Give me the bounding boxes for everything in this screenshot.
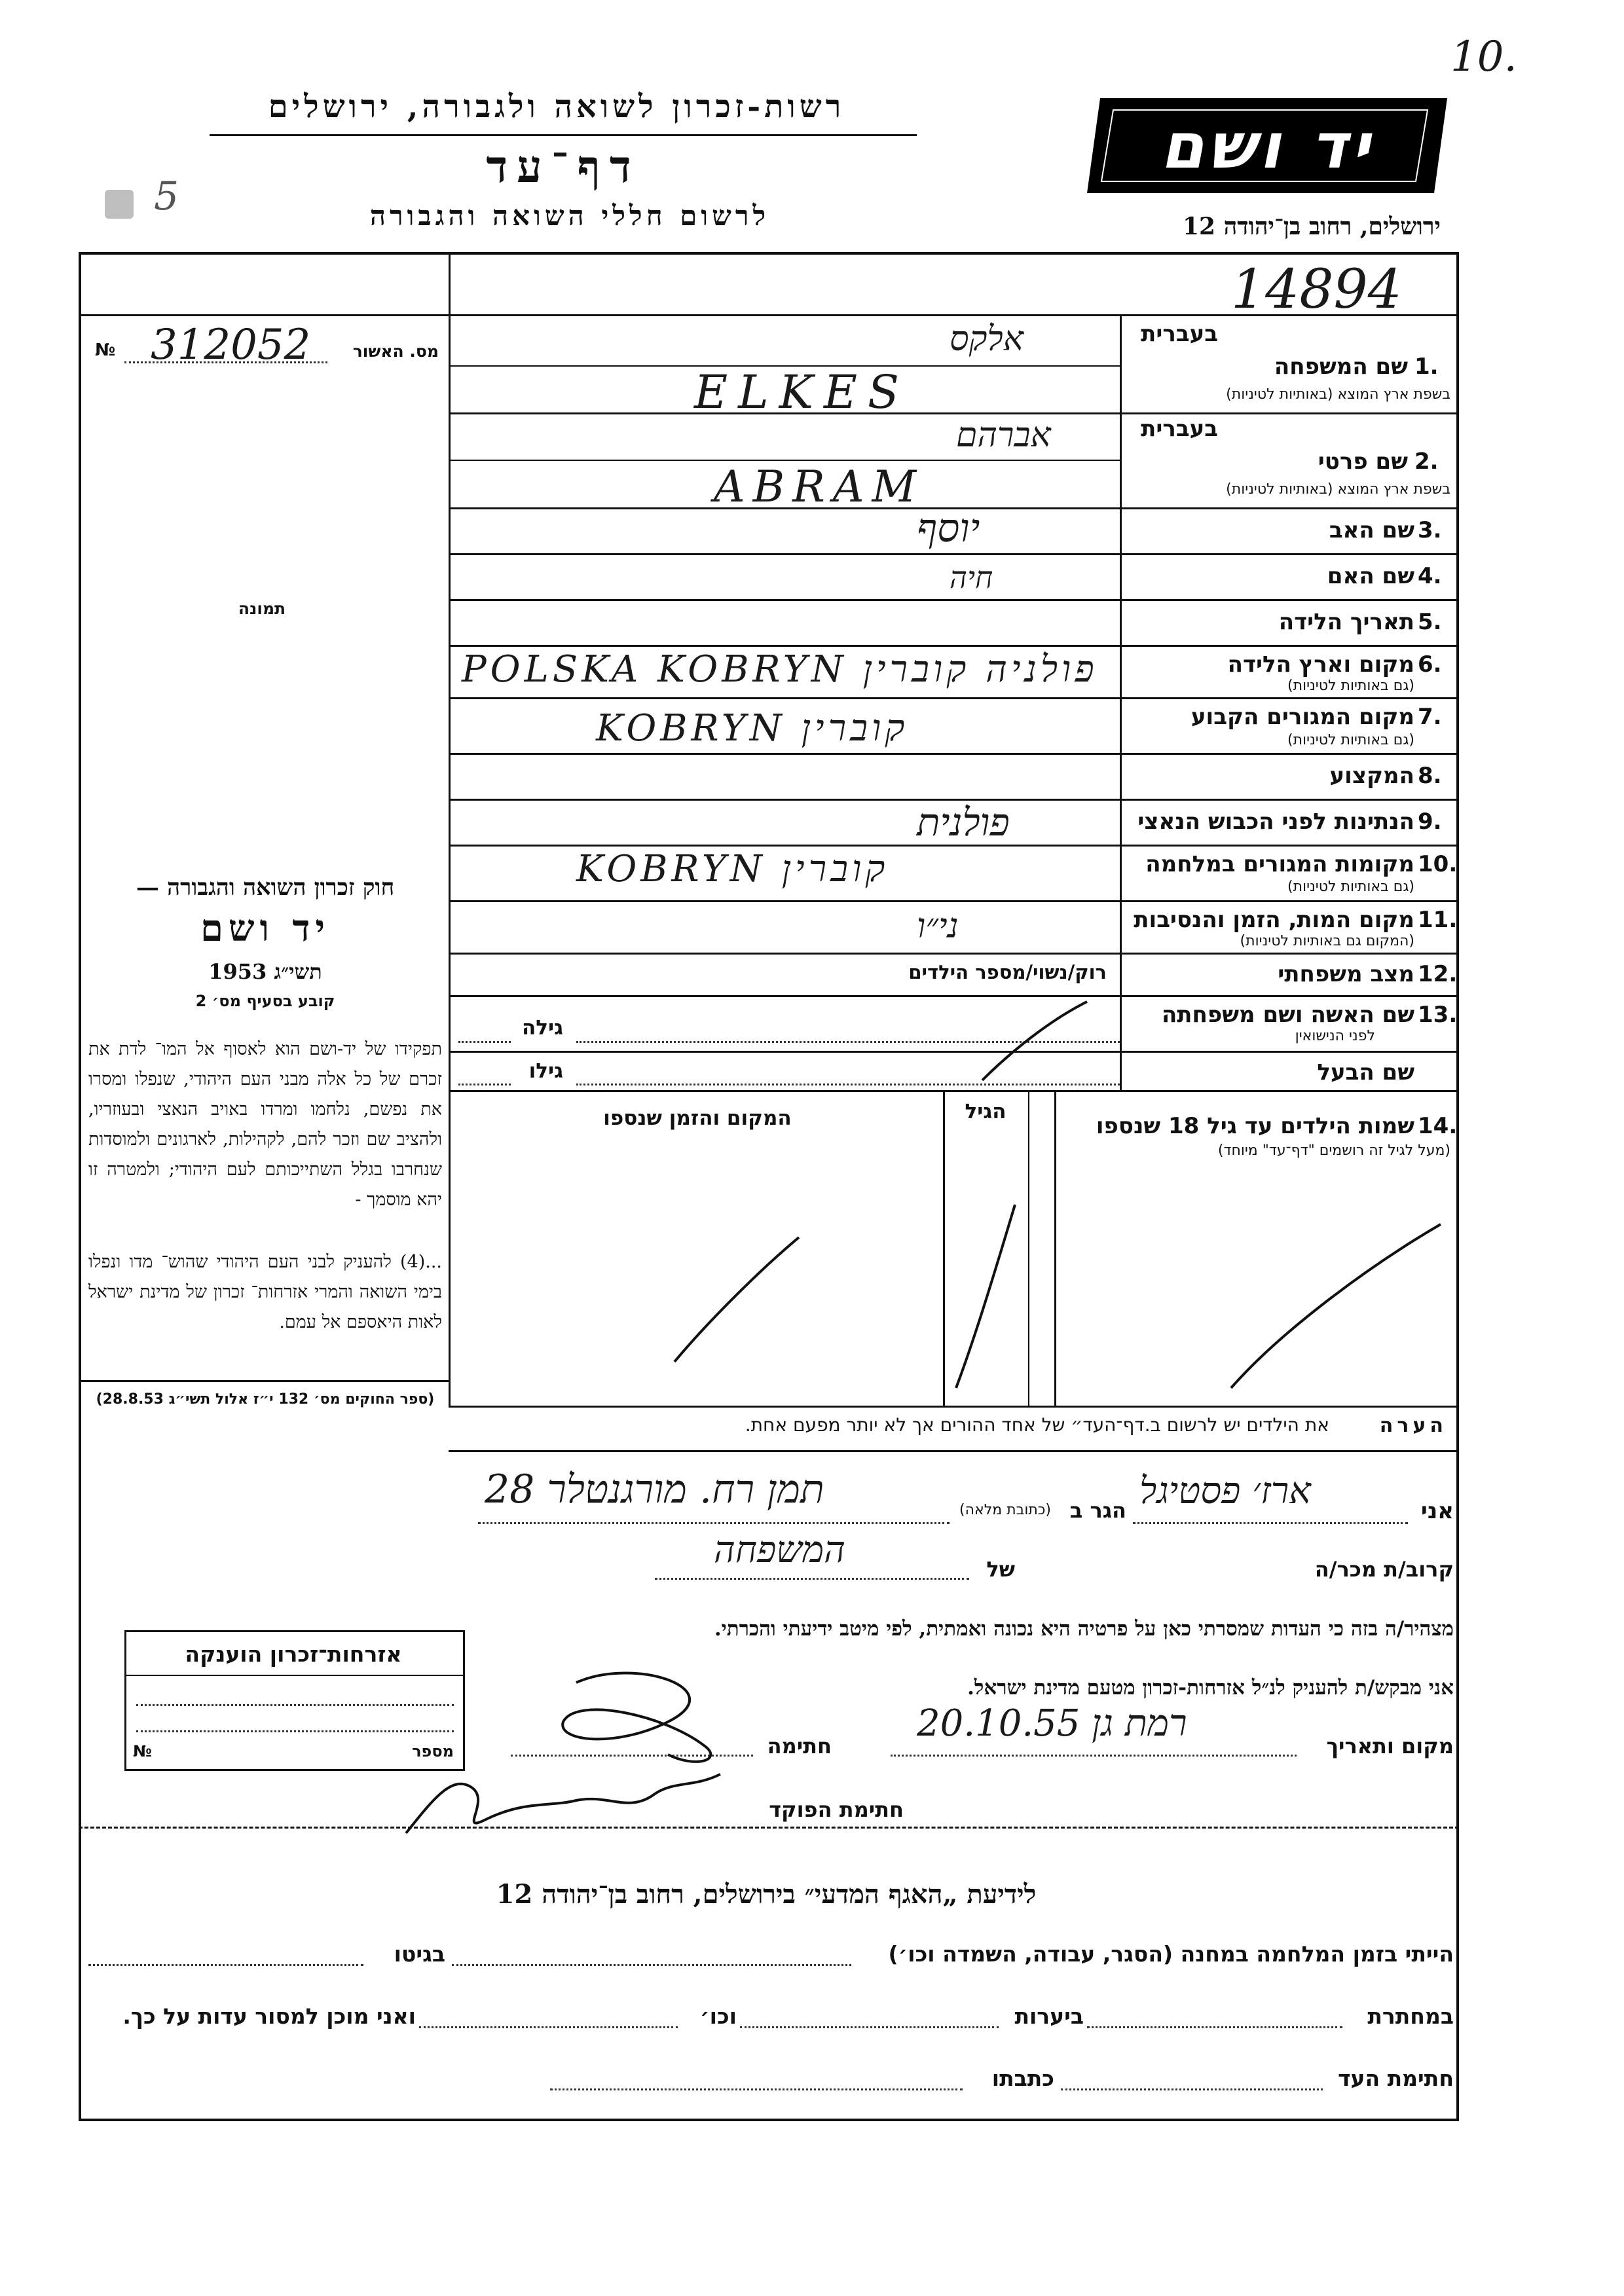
footer-divider — [79, 1827, 1459, 1829]
signature-label: חתימה — [767, 1734, 832, 1758]
clerk-signature-label: חתימת הפוקד — [769, 1797, 904, 1822]
field-number: 9. — [1418, 809, 1442, 835]
field-number: 13. — [1418, 1002, 1458, 1028]
approval-number: 312052 — [151, 321, 311, 369]
corner-mark: 10. — [1450, 33, 1517, 81]
citizenship-number-label: מספר — [412, 1742, 454, 1760]
resides-label: הגר ב — [1069, 1498, 1126, 1523]
remark-top-line — [449, 1406, 1459, 1408]
field-note: בשפת ארץ המוצא (באותיות לטיניות) — [1226, 386, 1450, 403]
field-note: לפני הנישואין — [1295, 1028, 1375, 1044]
field-number: 7. — [1418, 704, 1442, 730]
declarant-signature — [537, 1663, 747, 1768]
place-date-dots — [891, 1755, 1297, 1757]
field-note: (גם באותיות לטיניות) — [1287, 732, 1414, 748]
row-line-9 — [449, 845, 1459, 847]
logo-text: יד ושם — [1160, 109, 1374, 183]
field-label: מקום וארץ הלידה — [1227, 651, 1414, 678]
field-number: 5. — [1418, 609, 1442, 635]
field-label: שם הבעל — [1317, 1059, 1414, 1085]
stamp-smudge — [105, 190, 134, 219]
declarant-address: תמן רח. מורגנטלר 28 — [485, 1467, 824, 1512]
footer-ghetto-label: בגיטו — [394, 1941, 445, 1967]
children-place-header: המקום והזמן שנספו — [603, 1106, 792, 1130]
field-label: מקומות המגורים במלחמה — [1145, 851, 1414, 877]
citizenship-box-title: אזרחות־זכרון הוענקה — [185, 1641, 402, 1667]
photo-column-divider — [449, 252, 451, 1406]
citizenship-dots-2 — [136, 1730, 454, 1732]
law-paragraph-1: תפקידו של יד-ושם הוא לאסוף אל המו־ לדת את זכרם של כל אלה מבני העם היהודי, שנפלו ומסרו את נפשם, נלחמו ומרדו באויב הנאצי ובעוזריו, ולהציב שם וזכר להם, לקהילות, לארגונים ולמוסדות שנחרבו בגלל השתייכותם לעם היהודי; ולמטרה זו יהא מוסמך - — [88, 1039, 442, 1210]
footer-willing-label: ואני מוכן למסור עדות על כך. — [122, 2003, 416, 2029]
field-label: מקום המות, הזמן והנסיבות — [1134, 907, 1414, 933]
institution-name: רשות-זכרון לשואה ולגבורה, ירושלים — [268, 88, 845, 125]
row-line-14 — [449, 1090, 1459, 1092]
form-title: דף־עד — [486, 141, 640, 193]
field-label: שם האב — [1329, 517, 1414, 543]
row-line-12 — [449, 995, 1459, 997]
row-line-5 — [449, 645, 1459, 647]
full-address-note: (כתובת מלאה) — [959, 1502, 1051, 1518]
first-name-hebrew: אברהם — [956, 416, 1051, 455]
remark-bottom-line — [449, 1450, 1459, 1452]
row-line-11 — [449, 953, 1459, 955]
children-label: שמות הילדים עד גיל 18 שנספו — [1096, 1113, 1414, 1139]
field-number: 14. — [1418, 1113, 1458, 1139]
row-line-1 — [449, 412, 1459, 414]
footer-ghetto-dots — [88, 1964, 363, 1966]
address: ירושלים, רחוב בן־יהודה 12 — [1182, 213, 1441, 240]
first-name-latin: ABRAM — [714, 462, 925, 512]
photo-label: תמונה — [238, 599, 286, 618]
address-dots — [478, 1522, 950, 1524]
birth-place-value: POLSKA KOBRYN פולניה קוברין — [462, 648, 1098, 691]
remark-text: את הילדים יש לרשום ב.דף־העד״ של אחד ההורים אך לא יותר מפעם אחת. — [745, 1414, 1329, 1436]
declarant-name: ארז׳ פסטיגל — [1139, 1470, 1311, 1512]
field-number: 1. — [1414, 354, 1439, 380]
footer-etc-label: וכו׳ — [700, 2003, 737, 2029]
row-line-3 — [449, 553, 1459, 555]
field-number: 10. — [1418, 851, 1458, 877]
residence-value: KOBRYN קוברין — [596, 707, 909, 750]
yad-vashem-logo — [1087, 98, 1447, 193]
field-label: הנתינות לפני הכבוש הנאצי — [1137, 809, 1414, 835]
law-paragraph-2: ...(4) להעניק לבני העם היהודי שהוש־ מדו ונפלו בימי השואה והמרי אזרחות־ זכרון של מדינת ישראל לאות היאספם אל עמם. — [88, 1252, 442, 1332]
citizenship-box — [124, 1630, 465, 1771]
field-label: תאריך הלידה — [1278, 609, 1414, 635]
footer-witness-signature-dots — [1061, 2088, 1323, 2090]
footer-witness-signature-label: חתימת העד — [1338, 2066, 1454, 2091]
field-number: 8. — [1418, 763, 1442, 789]
record-number: 14894 — [1231, 259, 1402, 321]
field-label: שם פרטי — [1318, 448, 1408, 475]
hebrew-label: בעברית — [1141, 321, 1218, 347]
stamp-mark — [92, 170, 196, 236]
footer-underground-dots — [1087, 2026, 1342, 2028]
footer-underground-label: במחתרת — [1367, 2003, 1454, 2029]
citizenship-request: אני מבקש/ת להעניק לנ״ל אזרחות-זכרון מטעם מדינת ישראל. — [967, 1676, 1454, 1700]
footer-forests-label: ביערות — [1014, 2003, 1084, 2029]
row-line-2a — [449, 460, 1120, 461]
row-line-7 — [449, 753, 1459, 755]
place-date-value: רמת גן 20.10.55 — [917, 1702, 1187, 1745]
wife-age-dots — [458, 1041, 511, 1043]
footer-camp-dots — [452, 1964, 851, 1966]
field-number: 11. — [1418, 907, 1458, 933]
field-label: שם המשפחה — [1274, 354, 1408, 380]
wife-strike-line — [969, 995, 1100, 1087]
field-number: 12. — [1418, 961, 1458, 987]
field-label: מצב משפחתי — [1278, 961, 1414, 987]
row-line-13 — [449, 1051, 1459, 1053]
field-number: 6. — [1418, 651, 1442, 678]
children-strike-lines — [458, 1165, 1447, 1401]
marital-status-options: רוק/נשוי/מספר הילדים — [908, 961, 1107, 983]
relation-value: המשפחה — [714, 1529, 845, 1571]
father-name-value: יוסף — [917, 505, 980, 551]
gazette-reference: (ספר החוקים מס׳ 132 י״ז אלול תשי״ג 28.8.53) — [96, 1391, 435, 1408]
form-subtitle: לרשום חללי השואה והגבורה — [369, 200, 770, 232]
approval-number-row — [92, 321, 439, 367]
of-label: של — [986, 1557, 1015, 1582]
declarant-name-dots — [1133, 1522, 1408, 1524]
field-note: (גם באותיות לטיניות) — [1287, 879, 1414, 895]
wartime-residence-value: KOBRYN קוברין — [576, 848, 889, 890]
field-label: מקום המגורים הקבוע — [1190, 704, 1414, 730]
field-number: 2. — [1414, 448, 1439, 475]
citizenship-dots-1 — [136, 1704, 454, 1706]
field-note: (גם באותיות לטיניות) — [1287, 678, 1414, 694]
footer-address-label: כתבתו — [991, 2066, 1054, 2091]
field-number: 4. — [1418, 563, 1442, 589]
stamp-number: 5 — [154, 173, 179, 219]
footer-address-dots — [550, 2088, 963, 2090]
row-line-4 — [449, 599, 1459, 601]
mother-name-value: חיה — [950, 560, 993, 595]
citizenship-box-divider — [126, 1675, 463, 1676]
number-sign: № — [95, 340, 116, 360]
field-note: (המקום גם באותיות לטיניות) — [1240, 933, 1414, 949]
law-section: קובע בסעיף מס׳ 2 — [195, 992, 335, 1010]
footer-forests-dots — [740, 2026, 999, 2028]
field-label: המקצוע — [1329, 763, 1414, 789]
declaration-statement: מצהיר/ה בזה כי העדות שמסרתי כאן על פרטיה היא נכונה ואמתית, לפי מיטב ידיעתי והכרתי. — [714, 1617, 1454, 1641]
declaration-i-label: אני — [1420, 1498, 1454, 1524]
clerk-signature — [393, 1761, 733, 1846]
field-label: שם האשה ושם משפחתה — [1161, 1002, 1414, 1028]
field-label: שם האם — [1327, 563, 1414, 589]
field-note: בשפת ארץ המוצא (באותיות לטיניות) — [1226, 481, 1450, 498]
label-column-divider — [1120, 314, 1122, 1090]
children-age-header: הגיל — [965, 1100, 1006, 1123]
row-line-6 — [449, 697, 1459, 699]
husband-age-label: גילו — [528, 1059, 563, 1083]
remark-label: הערה — [1379, 1414, 1447, 1437]
family-name-latin: ELKES — [694, 365, 910, 419]
relation-label: קרוב/ת מכר/ה — [1314, 1557, 1454, 1582]
law-name: יד ושם — [200, 907, 331, 950]
law-title: חוק זכרון השואה והגבורה — — [136, 874, 395, 901]
gazette-top-line — [79, 1380, 451, 1382]
place-date-label: מקום ותאריך — [1326, 1734, 1454, 1758]
nationality-value: פולנית — [917, 800, 1010, 845]
approval-dots — [124, 361, 327, 363]
footer-title: לידיעת „האגף המדעי״ בירושלים, רחוב בן־יהודה 12 — [496, 1879, 1037, 1910]
death-place-value: ני״ו — [917, 907, 959, 946]
footer-etc-dots — [419, 2026, 678, 2028]
hebrew-label: בעברית — [1141, 416, 1218, 442]
field-number: 3. — [1418, 517, 1442, 543]
wife-age-label: גילה — [521, 1016, 563, 1040]
citizenship-number-sign: № — [133, 1742, 152, 1760]
children-note: (מעל לגיל זה רושמים "דף־עד" מיוחד) — [1217, 1142, 1450, 1159]
footer-camp-label: הייתי בזמן המלחמה במחנה (הסגר, עבודה, השמדה וכו׳) — [888, 1941, 1454, 1967]
approval-label: מס. האשור — [352, 342, 439, 361]
family-name-hebrew: אלקס — [950, 319, 1024, 359]
husband-age-dots — [458, 1084, 511, 1085]
header-underline — [210, 134, 917, 136]
row-line-10 — [449, 900, 1459, 902]
law-year: תשי״ג 1953 — [208, 959, 322, 984]
relation-dots — [655, 1578, 969, 1580]
